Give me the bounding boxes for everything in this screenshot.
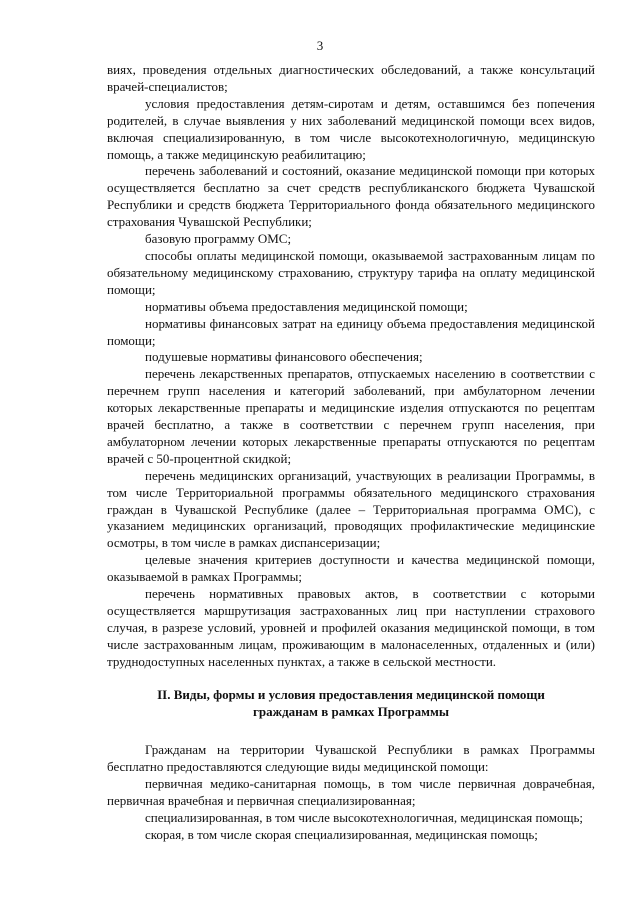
paragraph: целевые значения критериев доступности и качества медицинской помощи, оказываемой в рамках Программы; bbox=[107, 552, 595, 585]
paragraph: Гражданам на территории Чувашской Республики в рамках Программы бесплатно предоставляются следующие виды медицинской помощи: bbox=[107, 742, 595, 775]
paragraph: специализированная, в том числе высокотехнологичная, медицинская помощь; bbox=[145, 810, 583, 826]
paragraph: нормативы объема предоставления медицинской помощи; bbox=[145, 298, 468, 314]
paragraph: скорая, в том числе скорая специализированная, медицинская помощь; bbox=[145, 826, 538, 842]
page-number: 3 bbox=[316, 38, 324, 53]
section-heading-line: II. Виды, формы и условия предоставления медицинской помощи bbox=[157, 686, 545, 702]
paragraph: перечень заболеваний и состояний, оказание медицинской помощи при которых осуществляется бесплатно за счет средств республиканского бюджета Чувашской Республики и средств бюджета Территориального фонда обязательного медицинского страхования Чувашской Республики; bbox=[107, 163, 595, 230]
paragraph: условия предоставления детям-сиротам и детям, оставшимся без попечения родителей, в случае выявления у них заболеваний медицинской помощи всех видов, включая специализированную, в том числе высокотехнологичную, медицинскую помощь, а также медицинскую реабилитацию; bbox=[107, 95, 595, 162]
paragraph: перечень медицинских организаций, участвующих в реализации Программы, в том числе Территориальной программы обязательного медицинского страхования граждан в Чувашской Республике (далее – Территориальная программа ОМС), с указанием медицинских организаций, проводящих профилактические медицинские осмотры, в том числе в рамках диспансеризации; bbox=[107, 467, 595, 551]
section-heading-line: гражданам в рамках Программы bbox=[253, 703, 449, 719]
paragraph: базовую программу ОМС; bbox=[145, 231, 292, 247]
paragraph: виях, проведения отдельных диагностических обследований, а также консультаций врачей-специалистов; bbox=[107, 62, 595, 94]
paragraph: перечень лекарственных препаратов, отпускаемых населению в соответствии с перечнем групп населения и категорий заболеваний, при амбулаторном лечении которых лекарственные препараты и медицинские изделия отпускаются по рецептам врачей бесплатно, а также в соответствии с перечнем групп населения, при амбулаторном лечении которых лекарственные препараты отпускаются по рецептам врачей с 50-процентной скидкой; bbox=[107, 366, 595, 466]
section-heading bbox=[107, 687, 595, 721]
paragraph: способы оплаты медицинской помощи, оказываемой застрахованным лицам по обязательному медицинскому страхованию, структуру тарифа на оплату медицинской помощи; bbox=[107, 247, 595, 297]
paragraph: подушевые нормативы финансового обеспечения; bbox=[145, 349, 423, 365]
document-body bbox=[107, 62, 595, 844]
paragraph: нормативы финансовых затрат на единицу объема предоставления медицинской помощи; bbox=[107, 315, 595, 348]
paragraph: первичная медико-санитарная помощь, в том числе первичная доврачебная, первичная врачебная и первичная специализированная; bbox=[107, 776, 595, 809]
paragraph: перечень нормативных правовых актов, в соответствии с которыми осуществляется маршрутизация застрахованных лиц при наступлении страхового случая, в разрезе условий, уровней и профилей оказания медицинской помощи, в том числе застрахованным лицам, проживающим в малонаселенных, отдаленных и (или) труднодоступных населенных пунктах, а также в сельской местности. bbox=[107, 586, 595, 669]
